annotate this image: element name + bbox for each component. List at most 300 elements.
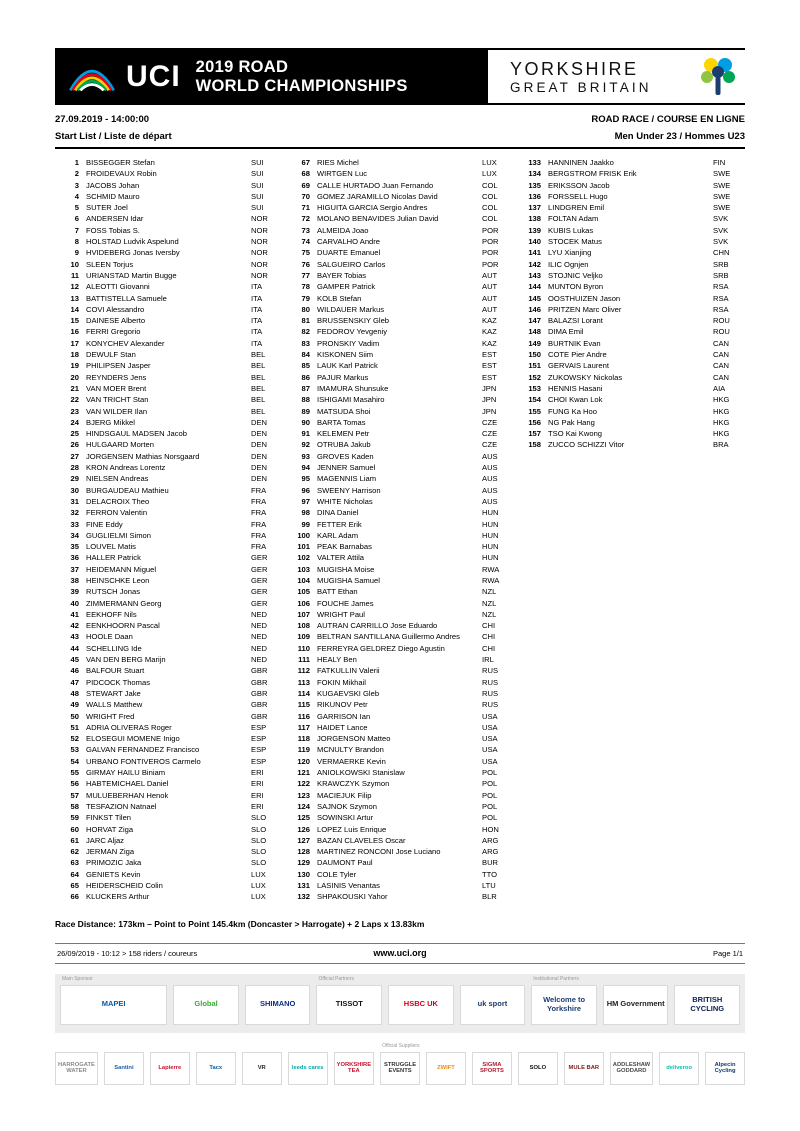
rider-row: [55, 485, 283, 496]
rider-row: [286, 598, 514, 609]
rider-row: [55, 496, 283, 507]
rider-number: 137: [528, 203, 541, 213]
sponsor-group-caption: Institutional Partners: [533, 975, 579, 982]
rider-number: 88: [301, 395, 310, 405]
rider-row: [286, 225, 514, 236]
rider-row: [55, 394, 283, 405]
sponsor-logo: [316, 975, 382, 1025]
rider-country-code: FRA: [251, 519, 267, 529]
rider-number: 133: [528, 158, 541, 167]
rider-number: 39: [70, 587, 79, 597]
sponsor-logo: [380, 1042, 420, 1085]
rider-name: DUARTE Emanuel: [317, 248, 381, 258]
rider-name: CARVALHO Andre: [317, 237, 381, 247]
rider-row: [55, 259, 283, 270]
rider-row: [286, 677, 514, 688]
sponsor-logo-text: VR: [257, 1064, 266, 1071]
rider-country-code: ERI: [251, 768, 264, 778]
rider-country-code: BRA: [713, 440, 729, 450]
rider-row: [517, 191, 745, 202]
sponsor-logo-text: ADDLESHAW GODDARD: [612, 1061, 651, 1075]
rider-number: 76: [301, 259, 310, 269]
rider-name: FINKST Tilen: [86, 813, 132, 823]
rider-country-code: SUI: [251, 158, 264, 167]
rider-row: [286, 259, 514, 270]
rider-number: 74: [301, 237, 310, 247]
rider-row: [286, 247, 514, 258]
rider-number: 139: [528, 225, 541, 235]
rider-number: 107: [297, 609, 310, 619]
rider-name: GUGLIELMI Simon: [86, 530, 151, 540]
rider-name: SOWINSKI Artur: [317, 813, 374, 823]
rider-number: 127: [297, 835, 310, 845]
rider-row: [517, 259, 745, 270]
rider-name: KELEMEN Petr: [317, 429, 370, 439]
rider-number: 28: [70, 463, 79, 473]
rider-number: 62: [70, 847, 79, 857]
rider-country-code: JPN: [482, 383, 497, 393]
rider-name: MULUEBERHAN Henok: [86, 790, 169, 800]
sponsor-logo-text: Welcome to Yorkshire: [543, 995, 586, 1013]
rider-country-code: HKG: [713, 417, 730, 427]
rider-name: RIES Michel: [317, 158, 359, 167]
rider-row: [517, 406, 745, 417]
rider-number: 142: [528, 259, 541, 269]
rider-name: BELTRAN SANTILLANA Guillermo Andres: [317, 632, 460, 642]
rider-number: 114: [297, 688, 310, 698]
rider-row: [286, 157, 514, 168]
sponsor-logo: [196, 1052, 236, 1085]
rider-row: [517, 428, 745, 439]
rider-row: [517, 304, 745, 315]
rider-name: HEALY Ben: [317, 655, 357, 665]
rider-name: WRIGHT Fred: [86, 711, 135, 721]
rider-number: 41: [70, 609, 79, 619]
rider-row: [286, 857, 514, 868]
host-name-line2: GREAT BRITAIN: [510, 79, 652, 95]
rider-row: [55, 620, 283, 631]
rider-number: 146: [528, 304, 541, 314]
sponsor-logo: [55, 1052, 98, 1085]
rider-name: DAUMONT Paul: [317, 858, 373, 868]
rider-row: [517, 394, 745, 405]
rider-name: PRIMOZIC Jaka: [86, 858, 142, 868]
rider-number: 5: [74, 203, 79, 213]
rider-country-code: ARG: [482, 847, 499, 857]
rider-name: KOLB Stefan: [317, 293, 362, 303]
rider-name: FOLTAN Adam: [548, 214, 599, 224]
rider-row: [55, 564, 283, 575]
rider-name: GROVES Kaden: [317, 451, 374, 461]
sponsor-logo-text: HSBC UK: [403, 999, 438, 1009]
rider-number: 50: [70, 711, 79, 721]
rider-row: [55, 428, 283, 439]
rider-row: [286, 812, 514, 823]
rider-country-code: IRL: [482, 655, 494, 665]
rider-country-code: USA: [482, 756, 498, 766]
rider-name: FINE Eddy: [86, 519, 123, 529]
rider-row: [55, 665, 283, 676]
rider-country-code: COL: [482, 203, 498, 213]
rider-row: [55, 236, 283, 247]
rider-number: 30: [70, 485, 79, 495]
rider-name: KUBIS Lukas: [548, 225, 594, 235]
rider-row: [286, 711, 514, 722]
rider-row: [286, 270, 514, 281]
rider-number: 34: [70, 530, 79, 540]
rider-country-code: USA: [482, 722, 498, 732]
rider-number: 23: [70, 406, 79, 416]
rider-number: 79: [301, 293, 310, 303]
rider-name: REYNDERS Jens: [86, 372, 147, 382]
rider-country-code: AUS: [482, 485, 498, 495]
rider-number: 80: [301, 304, 310, 314]
rider-country-code: FIN: [713, 158, 726, 167]
rider-name: COVI Alessandro: [86, 304, 145, 314]
rider-number: 38: [70, 575, 79, 585]
rider-number: 68: [301, 169, 310, 179]
rider-country-code: BEL: [251, 383, 266, 393]
rider-country-code: NOR: [251, 214, 268, 224]
rider-name: BURGAUDEAU Mathieu: [86, 485, 169, 495]
rider-row: [517, 270, 745, 281]
rider-number: 153: [528, 383, 541, 393]
rider-country-code: LUX: [251, 881, 266, 890]
rider-row: [286, 722, 514, 733]
rider-number: 36: [70, 553, 79, 563]
rider-number: 120: [297, 756, 310, 766]
rider-number: 128: [297, 847, 310, 857]
rider-number: 8: [74, 237, 79, 247]
rider-number: 109: [297, 632, 310, 642]
rider-country-code: POL: [482, 790, 498, 800]
rider-row: [286, 383, 514, 394]
rider-name: HORVAT Ziga: [86, 824, 134, 834]
rider-name: NG Pak Hang: [548, 417, 595, 427]
rider-number: 149: [528, 338, 541, 348]
rider-number: 12: [70, 282, 79, 292]
rider-number: 44: [70, 643, 79, 653]
rider-number: 96: [301, 485, 310, 495]
rider-row: [55, 326, 283, 337]
rider-name: STOJNIC Veljko: [548, 270, 603, 280]
rider-country-code: POL: [482, 768, 498, 778]
rider-country-code: NED: [251, 609, 268, 619]
rider-name: FERRI Gregorio: [86, 327, 141, 337]
rider-name: ERIKSSON Jacob: [548, 180, 610, 190]
rider-name: KLUCKERS Arthur: [86, 892, 150, 902]
rider-name: URIANSTAD Martin Bugge: [86, 270, 177, 280]
rider-name: ANDERSEN Idar: [86, 214, 144, 224]
rider-number: 87: [301, 383, 310, 393]
rider-name: GAMPER Patrick: [317, 282, 376, 292]
rider-row: [286, 519, 514, 530]
rider-row: [286, 733, 514, 744]
rider-row: [55, 812, 283, 823]
rider-row: [286, 609, 514, 620]
rider-country-code: HUN: [482, 542, 499, 552]
rider-country-code: CAN: [713, 338, 730, 348]
rider-name: BAYER Tobias: [317, 270, 367, 280]
rider-number: 116: [297, 711, 310, 721]
rider-number: 24: [70, 417, 79, 427]
rider-number: 48: [70, 688, 79, 698]
list-title: Start List / Liste de départ: [55, 131, 172, 142]
rider-name: FUNG Ka Hoo: [548, 406, 597, 416]
rider-country-code: HUN: [482, 508, 499, 518]
rider-name: HOLSTAD Ludvik Aspelund: [86, 237, 179, 247]
rider-name: SAJNOK Szymon: [317, 801, 377, 811]
sponsor-logo: [242, 1052, 282, 1085]
sponsor-logo: [245, 985, 311, 1025]
rider-name: CHOI Kwan Lok: [548, 395, 603, 405]
rider-country-code: SVK: [713, 225, 729, 235]
rider-number: 118: [297, 734, 310, 744]
rider-row: [286, 620, 514, 631]
rider-row: [517, 213, 745, 224]
rider-name: STEWART Jake: [86, 688, 141, 698]
rider-row: [286, 891, 514, 902]
rider-number: 100: [297, 530, 310, 540]
rider-number: 17: [70, 338, 79, 348]
rider-name: MUGISHA Moise: [317, 564, 375, 574]
uci-logo-text: UCI: [126, 59, 181, 93]
rider-number: 143: [528, 270, 541, 280]
rider-country-code: GER: [251, 575, 268, 585]
rider-number: 83: [301, 338, 310, 348]
rider-row: [55, 552, 283, 563]
rider-number: 155: [528, 406, 541, 416]
category: Men Under 23 / Hommes U23: [614, 131, 745, 142]
rider-name: KONYCHEV Alexander: [86, 338, 165, 348]
rider-country-code: EST: [482, 372, 497, 382]
rider-row: [55, 677, 283, 688]
rider-number: 16: [70, 327, 79, 337]
rider-country-code: SWE: [713, 203, 731, 213]
rider-name: HIGUITA GARCIA Sergio Andres: [317, 203, 428, 213]
rider-country-code: GER: [251, 564, 268, 574]
rider-country-code: AUS: [482, 451, 498, 461]
rider-number: 95: [301, 474, 310, 484]
rider-country-code: DEN: [251, 440, 268, 450]
footer: [55, 943, 745, 964]
rider-number: 78: [301, 282, 310, 292]
header: [55, 48, 745, 105]
rider-number: 102: [297, 553, 310, 563]
rider-name: GALVAN FERNANDEZ Francisco: [86, 745, 200, 755]
race-distance: Race Distance: 173km – Point to Point 145.4km (Doncaster > Harrogate) + 2 Laps x 13.83km: [55, 918, 425, 929]
rider-country-code: GBR: [251, 688, 268, 698]
rider-row: [286, 801, 514, 812]
rider-country-code: NOR: [251, 237, 268, 247]
rider-row: [517, 180, 745, 191]
sponsor-logo: [173, 985, 239, 1025]
rider-name: JARC Aljaz: [86, 835, 124, 845]
rider-name: HABTEMICHAEL Daniel: [86, 779, 169, 789]
rider-number: 65: [70, 881, 79, 890]
header-divider: [55, 147, 745, 149]
rider-country-code: ITA: [251, 327, 263, 337]
rider-number: 55: [70, 768, 79, 778]
meta-row-1: [55, 114, 745, 125]
rider-row: [286, 473, 514, 484]
rider-country-code: ERI: [251, 801, 264, 811]
rider-name: PIDCOCK Thomas: [86, 677, 151, 687]
rider-row: [55, 711, 283, 722]
rider-row: [55, 213, 283, 224]
rider-country-code: DEN: [251, 463, 268, 473]
rider-row: [286, 496, 514, 507]
rider-country-code: ERI: [251, 779, 264, 789]
rider-name: BURTNIK Evan: [548, 338, 601, 348]
sponsor-logo: [388, 985, 454, 1025]
rider-row: [286, 293, 514, 304]
rider-row: [286, 575, 514, 586]
rider-row: [286, 180, 514, 191]
rider-row: [55, 439, 283, 450]
rider-country-code: POR: [482, 259, 499, 269]
rider-number: 7: [74, 225, 79, 235]
rider-country-code: LTU: [482, 881, 496, 890]
rider-number: 110: [297, 643, 310, 653]
rider-number: 134: [528, 169, 541, 179]
rider-row: [517, 372, 745, 383]
rider-number: 121: [297, 768, 310, 778]
rider-name: HEINSCHKE Leon: [86, 575, 150, 585]
rider-row: [286, 304, 514, 315]
sponsor-logo-text: SHIMANO: [259, 999, 296, 1009]
rider-country-code: SUI: [251, 180, 264, 190]
sponsor-logo-text: Tacx: [209, 1064, 223, 1071]
rider-country-code: AUT: [482, 293, 498, 303]
rider-country-code: NED: [251, 632, 268, 642]
rider-number: 40: [70, 598, 79, 608]
rider-country-code: GER: [251, 553, 268, 563]
sponsor-logo: [150, 1052, 190, 1085]
sponsor-logo-text: ZWIFT: [437, 1064, 455, 1071]
rider-name: MCNULTY Brandon: [317, 745, 384, 755]
rider-number: 54: [70, 756, 79, 766]
rider-country-code: AUT: [482, 282, 498, 292]
uci-logo-icon: [67, 58, 117, 96]
rider-row: [55, 801, 283, 812]
rider-number: 147: [528, 316, 541, 326]
rider-number: 69: [301, 180, 310, 190]
rider-country-code: BEL: [251, 372, 266, 382]
event-title: [196, 58, 408, 95]
sponsor-logo: [531, 975, 597, 1025]
rider-number: 45: [70, 655, 79, 665]
start-list: [55, 157, 745, 903]
rider-column: [517, 157, 745, 903]
rider-name: ZUKOWSKY Nickolas: [548, 372, 623, 382]
rider-number: 117: [297, 722, 310, 732]
rider-country-code: RSA: [713, 293, 729, 303]
rider-name: FEDOROV Yevgeniy: [317, 327, 388, 337]
rider-row: [55, 157, 283, 168]
rider-number: 2: [74, 169, 79, 179]
rider-row: [286, 281, 514, 292]
rider-country-code: CHI: [482, 621, 496, 631]
sponsor-logo-text: YORKSHIRE TEA: [336, 1061, 372, 1075]
rider-name: ISHIGAMI Masahiro: [317, 395, 385, 405]
rider-name: EENKHOORN Pascal: [86, 621, 160, 631]
rider-number: 158: [528, 440, 541, 450]
rider-row: [517, 247, 745, 258]
sponsor-logo-text: Alpecin Cycling: [714, 1061, 736, 1075]
rider-country-code: NZL: [482, 598, 497, 608]
rider-number: 92: [301, 440, 310, 450]
event-datetime: 27.09.2019 - 14:00:00: [55, 114, 150, 125]
rider-name: VAN TRICHT Stan: [86, 395, 149, 405]
rider-name: HEIDEMANN Miguel: [86, 564, 157, 574]
rider-number: 136: [528, 191, 541, 201]
rider-row: [286, 202, 514, 213]
rider-name: HAIDET Lance: [317, 722, 368, 732]
rider-row: [286, 790, 514, 801]
rider-row: [286, 846, 514, 857]
rider-country-code: RWA: [482, 564, 500, 574]
rider-name: ELOSEGUI MOMENE Inigo: [86, 734, 180, 744]
rider-country-code: SWE: [713, 191, 731, 201]
rider-row: [55, 338, 283, 349]
rider-country-code: ESP: [251, 722, 267, 732]
rider-number: 126: [297, 824, 310, 834]
rider-country-code: RUS: [482, 700, 499, 710]
rider-country-code: BEL: [251, 406, 266, 416]
sponsor-logo-text: deliveroo: [666, 1064, 692, 1071]
rider-number: 145: [528, 293, 541, 303]
rider-country-code: POR: [482, 237, 499, 247]
rider-row: [55, 880, 283, 891]
rider-row: [286, 824, 514, 835]
event-title-line2: WORLD CHAMPIONSHIPS: [195, 76, 408, 95]
rider-country-code: ROU: [713, 316, 730, 326]
rider-row: [55, 654, 283, 665]
rider-row: [286, 462, 514, 473]
rider-country-code: CZE: [482, 417, 498, 427]
rider-number: 103: [297, 564, 310, 574]
rider-row: [55, 790, 283, 801]
rider-row: [286, 315, 514, 326]
rider-country-code: COL: [482, 191, 498, 201]
rider-number: 64: [70, 869, 79, 879]
sponsor-logo-text: BRITISH CYCLING: [690, 995, 725, 1013]
rider-country-code: SWE: [713, 169, 731, 179]
rider-country-code: DEN: [251, 417, 268, 427]
rider-country-code: SUI: [251, 191, 264, 201]
rider-country-code: KAZ: [482, 327, 497, 337]
rider-number: 20: [70, 372, 79, 382]
rider-name: FATKULLIN Valerii: [317, 666, 380, 676]
sponsor-logo-text: Global: [194, 999, 218, 1009]
rider-country-code: POR: [482, 225, 499, 235]
rider-country-code: AUT: [482, 304, 498, 314]
rider-country-code: NED: [251, 643, 268, 653]
rider-country-code: LUX: [482, 169, 497, 179]
rider-name: JENNER Samuel: [317, 463, 376, 473]
rider-number: 108: [297, 621, 310, 631]
rider-row: [55, 598, 283, 609]
rider-name: MUNTON Byron: [548, 282, 604, 292]
rider-name: MATSUDA Shoi: [317, 406, 371, 416]
sponsor-logo: [460, 985, 526, 1025]
rider-name: GERVAIS Laurent: [548, 361, 609, 371]
sponsor-logo-text: SIGMA SPORTS: [480, 1061, 504, 1075]
rider-name: GARRISON Ian: [317, 711, 371, 721]
rider-name: SCHELLING Ide: [86, 643, 142, 653]
rider-country-code: POR: [482, 248, 499, 258]
